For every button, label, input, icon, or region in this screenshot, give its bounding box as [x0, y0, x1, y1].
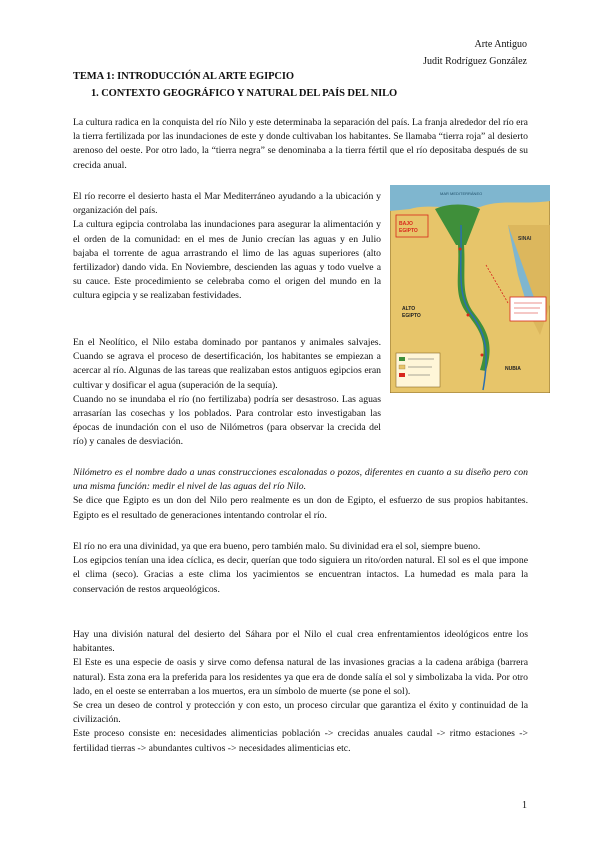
legend-swatch [399, 357, 405, 361]
city-marker [481, 354, 484, 357]
map-label-alto: ALTO [402, 306, 416, 312]
map-label-sinai: SINAI [518, 236, 532, 242]
text-line: El río recorre el desierto hasta el Mar Mediterráneo ayudando a la ubicación y organización del país. [73, 191, 381, 217]
river-paragraph [73, 190, 381, 304]
text-line: Este proceso consiste en: necesidades alimenticias población -> crecidas anuales caudal -> ritmo estaciones -> fertilidad tierras -> abundantes cultivos -> necesidades alimenticias etc. [73, 728, 528, 754]
map-label-nubia: NUBIA [505, 366, 521, 372]
text-line: El río no era una divinidad, ya que era bueno, pero también malo. Su divinidad era el sol, siempre bueno. [73, 541, 481, 552]
nilometro-note: Nilómetro es el nombre dado a unas construcciones escalonadas o pozos, diferentes en cuanto a su diseño pero con una misma función: medir el nivel de las aguas del río Nilo. [73, 467, 528, 493]
divinity-paragraph [73, 540, 528, 597]
text-line: Se crea un deseo de control y protección y con esto, un proceso circular que garantiza el éxito y continuidad de la civilización. [73, 700, 528, 726]
header-author: Judit Rodríguez González [423, 56, 527, 67]
map-label-bajo: BAJO [399, 221, 413, 227]
section-heading: 1. CONTEXTO GEOGRÁFICO Y NATURAL DEL PAÍS DEL NILO [91, 88, 398, 99]
document-title: TEMA 1: INTRODUCCIÓN AL ARTE EGIPCIO [73, 71, 294, 82]
egypt-map [390, 185, 550, 393]
legend-swatch [399, 373, 405, 377]
city-marker [467, 314, 470, 317]
neolithic-paragraph [73, 336, 381, 450]
intro-paragraph [73, 116, 528, 173]
text-line: En el Neolítico, el Nilo estaba dominado por pantanos y animales salvajes. Cuando se agrava el proceso de desertificación, los habitantes se empiezan a acercar al río. Algunas de las tareas que realizaban estos antiguos egipcios eran cultivar y dosificar el agua (superación de la sequía). [73, 337, 381, 391]
map-label-alto-egipto: EGIPTO [402, 313, 421, 319]
nilometro-paragraph [73, 466, 528, 523]
text-line: Se dice que Egipto es un don del Nilo pero realmente es un don de Egipto, el esfuerzo de sus propios habitantes. Egipto es el resultado de generaciones intentando controlar el río. [73, 495, 528, 521]
map-label-sea: MAR MEDITERRÁNEO [440, 191, 483, 196]
header-course: Arte Antiguo [474, 39, 527, 50]
page-number: 1 [522, 800, 527, 811]
text-line: La cultura radica en la conquista del río Nilo y este determinaba la separación del país. La franja alrededor del río era la tierra fertilizada por las inundaciones de este y donde cultivaban los habitantes. Se llamaba “tierra roja” al desierto arenoso del oeste. Por otro lado, la “tierra negra” se denominaba a la tierra fértil que el río depositaba después de su crecida anual. [73, 117, 528, 171]
sahara-paragraph [73, 628, 528, 756]
map-label-bajo-egipto: EGIPTO [399, 228, 418, 234]
text-line: La cultura egipcia controlaba las inundaciones para asegurar la alimentación y el orden de la comunidad: en el mes de Junio crecían las aguas y en Julio bajaba el torrente de agua arrastrando el limo de las aguas superiores (alto fertilizador) dando vida. En Noviembre, descienden las aguas y todo vuelve a su cauce. Este procedimiento se celebraba como el origen del mundo en la cultura egipcia y se realizaban festividades. [73, 219, 381, 302]
city-marker [459, 248, 462, 251]
text-line: Cuando no se inundaba el río (no fertilizaba) podría ser desastroso. Las aguas arrasarían las cosechas y los poblados. Para controlar esto investigaban las épocas de inundación con el uso de Nilómetros (para observar la crecida del río) y canales de desviación. [73, 393, 381, 448]
text-line: Hay una división natural del desierto del Sáhara por el Nilo el cual crea enfrentamientos ideológicos entre los habitantes. [73, 629, 528, 655]
map-info-box [510, 297, 546, 321]
text-line: El Este es una especie de oasis y sirve como defensa natural de las invasiones gracias a la cadena arábiga (barrera natural). Esta zona era la preferida para los residentes ya que era de donde salía el sol y simbolizaba la vida. Por otro lado, en el oeste se enterraban a los muertos, era un símbolo de muerte (se pone el sol). [73, 657, 528, 697]
legend-swatch [399, 365, 405, 369]
text-line: Los egipcios tenían una idea cíclica, es decir, querían que todo siguiera un rito/orden natural. El sol es el que impone el clima (seco). Gracias a este clima los yacimientos se encuentran intactos. La humedad es mala para la conservación de restos arqueológicos. [73, 555, 528, 595]
